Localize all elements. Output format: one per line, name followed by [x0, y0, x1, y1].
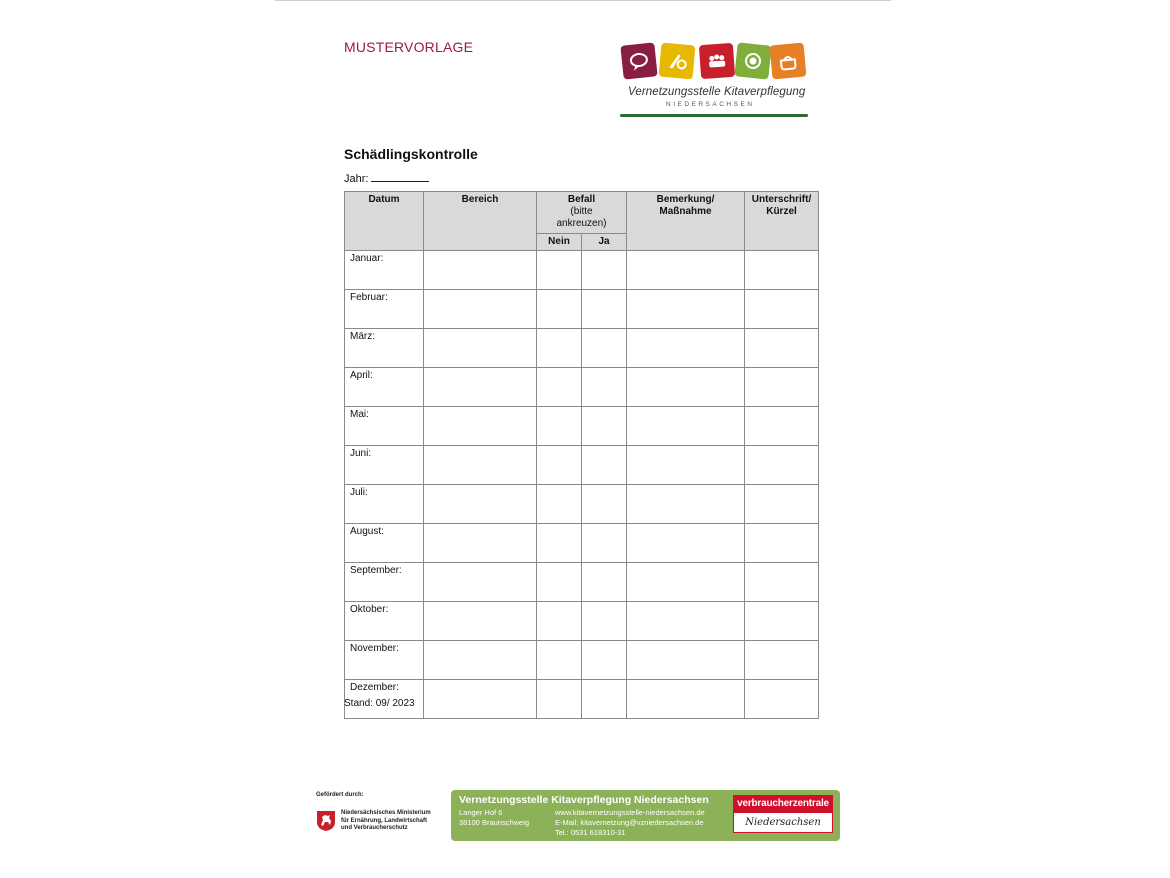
header-remark-line-1: Bemerkung/ — [656, 194, 715, 205]
area-cell[interactable] — [424, 524, 537, 563]
table-row — [345, 368, 819, 407]
remark-cell[interactable] — [627, 251, 745, 290]
area-cell[interactable] — [424, 290, 537, 329]
yes-checkbox-cell[interactable] — [582, 407, 627, 446]
remark-cell[interactable] — [627, 680, 745, 719]
area-cell[interactable] — [424, 407, 537, 446]
area-cell[interactable] — [424, 446, 537, 485]
ministry-line-1: Niedersächsisches Ministerium — [341, 810, 431, 816]
yes-checkbox-cell[interactable] — [582, 251, 627, 290]
area-cell[interactable] — [424, 485, 537, 524]
yes-checkbox-cell[interactable] — [582, 602, 627, 641]
header-infestation-hint-1: (bitte — [570, 206, 593, 217]
pest-control-table — [344, 191, 819, 719]
area-cell[interactable] — [424, 602, 537, 641]
no-checkbox-cell[interactable] — [537, 251, 582, 290]
yes-checkbox-cell[interactable] — [582, 446, 627, 485]
vz-logo-bottom: Niedersachsen — [733, 813, 833, 833]
remark-cell[interactable] — [627, 641, 745, 680]
people-group-icon — [699, 43, 735, 79]
logo-underline — [620, 114, 808, 117]
plate-cutlery-icon — [734, 42, 771, 79]
table-row — [345, 680, 819, 719]
remark-cell[interactable] — [627, 368, 745, 407]
ministry-line-3: und Verbraucherschutz — [341, 825, 408, 831]
contact-box-title: Vernetzungsstelle Kitaverpflegung Niedersachsen — [459, 794, 709, 806]
vegetables-icon — [659, 43, 696, 80]
template-label: MUSTERVORLAGE — [344, 39, 474, 55]
no-checkbox-cell[interactable] — [537, 407, 582, 446]
no-checkbox-cell[interactable] — [537, 290, 582, 329]
remark-cell[interactable] — [627, 446, 745, 485]
signature-cell[interactable] — [745, 602, 819, 641]
area-cell[interactable] — [424, 680, 537, 719]
table-row — [345, 563, 819, 602]
month-cell: Juni: — [345, 446, 424, 485]
cooking-pot-icon — [770, 43, 807, 80]
table-row — [345, 524, 819, 563]
header-signature-line-2: Kürzel — [766, 206, 797, 217]
remark-cell[interactable] — [627, 485, 745, 524]
contact-phone: Tel.: 0531 618310-31 — [555, 828, 626, 837]
month-cell: November: — [345, 641, 424, 680]
header-area: Bereich — [424, 192, 537, 251]
month-cell: Februar: — [345, 290, 424, 329]
table-row — [345, 290, 819, 329]
table-row — [345, 446, 819, 485]
month-cell: September: — [345, 563, 424, 602]
area-cell[interactable] — [424, 641, 537, 680]
remark-cell[interactable] — [627, 407, 745, 446]
no-checkbox-cell[interactable] — [537, 524, 582, 563]
month-rows — [345, 251, 819, 719]
remark-cell[interactable] — [627, 524, 745, 563]
area-cell[interactable] — [424, 563, 537, 602]
yes-checkbox-cell[interactable] — [582, 563, 627, 602]
month-cell: Januar: — [345, 251, 424, 290]
area-cell[interactable] — [424, 251, 537, 290]
header-date: Datum — [345, 192, 424, 251]
speech-bubble-icon — [620, 42, 657, 79]
year-field — [344, 171, 429, 185]
area-cell[interactable] — [424, 329, 537, 368]
table-row — [345, 485, 819, 524]
month-cell: Juli: — [345, 485, 424, 524]
header-remark — [627, 192, 745, 251]
yes-checkbox-cell[interactable] — [582, 290, 627, 329]
contact-details — [555, 808, 705, 838]
no-checkbox-cell[interactable] — [537, 563, 582, 602]
header-signature-line-1: Unterschrift/ — [751, 194, 812, 205]
no-checkbox-cell[interactable] — [537, 485, 582, 524]
contact-address — [459, 808, 529, 828]
header-infestation-hint-2: ankreuzen) — [556, 218, 607, 229]
signature-cell[interactable] — [745, 641, 819, 680]
no-checkbox-cell[interactable] — [537, 602, 582, 641]
no-checkbox-cell[interactable] — [537, 368, 582, 407]
yes-checkbox-cell[interactable] — [582, 329, 627, 368]
contact-website-link[interactable]: www.kitavernetzungsstelle-niedersachsen.de — [555, 808, 705, 817]
signature-cell[interactable] — [745, 563, 819, 602]
table-row — [345, 407, 819, 446]
vz-logo-top: verbraucherzentrale — [733, 795, 833, 813]
signature-cell[interactable] — [745, 368, 819, 407]
month-cell: August: — [345, 524, 424, 563]
signature-cell[interactable] — [745, 251, 819, 290]
yes-checkbox-cell[interactable] — [582, 641, 627, 680]
remark-cell[interactable] — [627, 563, 745, 602]
signature-cell[interactable] — [745, 290, 819, 329]
vernetzungsstelle-logo — [618, 44, 810, 120]
address-city: 38100 Braunschweig — [459, 818, 530, 827]
yes-checkbox-cell[interactable] — [582, 368, 627, 407]
table-row — [345, 602, 819, 641]
signature-cell[interactable] — [745, 485, 819, 524]
revision-date: Stand: 09/ 2023 — [344, 698, 415, 709]
no-checkbox-cell[interactable] — [537, 329, 582, 368]
year-label: Jahr: — [344, 173, 369, 185]
table-row — [345, 641, 819, 680]
document-title: Schädlingskontrolle — [344, 146, 478, 162]
header-infestation — [537, 192, 627, 234]
month-cell: April: — [345, 368, 424, 407]
area-cell[interactable] — [424, 368, 537, 407]
contact-email-link[interactable]: E-Mail: kitavernetzung@vzniedersachsen.de — [555, 818, 704, 827]
page-top-border — [275, 0, 891, 1]
header-infestation-title: Befall — [567, 194, 596, 205]
header-remark-line-2: Maßnahme — [659, 206, 712, 217]
month-cell: Mai: — [345, 407, 424, 446]
header-signature — [745, 192, 819, 251]
no-checkbox-cell[interactable] — [537, 446, 582, 485]
address-street: Langer Hof 6 — [459, 808, 503, 817]
signature-cell[interactable] — [745, 680, 819, 719]
no-checkbox-cell[interactable] — [537, 641, 582, 680]
year-blank-line[interactable] — [371, 171, 429, 182]
logo-subtext: NIEDERSACHSEN — [666, 101, 755, 108]
signature-cell[interactable] — [745, 524, 819, 563]
remark-cell[interactable] — [627, 602, 745, 641]
no-checkbox-cell[interactable] — [537, 680, 582, 719]
signature-cell[interactable] — [745, 329, 819, 368]
header-no: Nein — [537, 234, 582, 251]
remark-cell[interactable] — [627, 329, 745, 368]
signature-cell[interactable] — [745, 446, 819, 485]
signature-cell[interactable] — [745, 407, 819, 446]
month-cell: Dezember: — [345, 680, 424, 719]
table-row — [345, 329, 819, 368]
ministry-line-2: für Ernährung, Landwirtschaft — [341, 817, 428, 824]
lower-saxony-horse-icon — [316, 810, 336, 832]
verbraucherzentrale-logo — [733, 795, 833, 835]
table-row — [345, 251, 819, 290]
remark-cell[interactable] — [627, 290, 745, 329]
yes-checkbox-cell[interactable] — [582, 680, 627, 719]
month-cell: März: — [345, 329, 424, 368]
header-yes: Ja — [582, 234, 627, 251]
logo-text: Vernetzungsstelle Kitaverpflegung — [628, 86, 806, 98]
month-cell: Oktober: — [345, 602, 424, 641]
yes-checkbox-cell[interactable] — [582, 524, 627, 563]
funded-by-label: Gefördert durch: — [316, 792, 364, 798]
yes-checkbox-cell[interactable] — [582, 485, 627, 524]
ministry-name — [341, 810, 431, 833]
